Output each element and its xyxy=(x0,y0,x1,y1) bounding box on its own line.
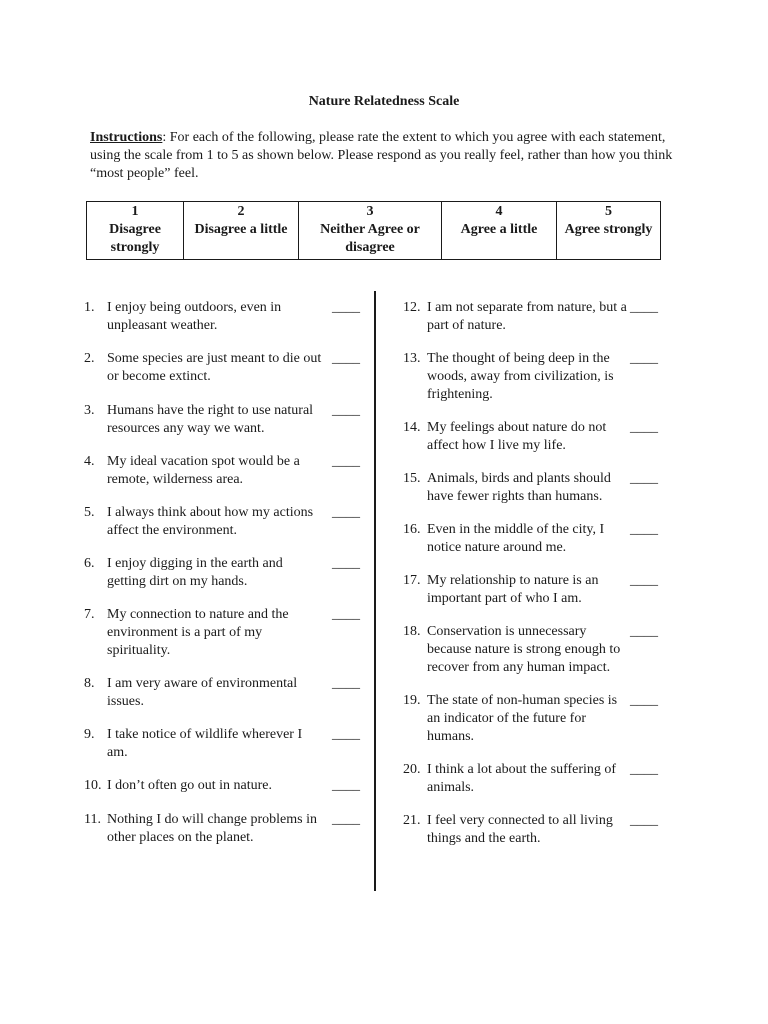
item-number: 2. xyxy=(84,351,95,366)
item-text: I always think about how my actions affect the environment. xyxy=(107,505,314,538)
item-number: 18. xyxy=(403,624,421,639)
list-item xyxy=(403,521,665,557)
item-text: I take notice of wildlife wherever I am. xyxy=(107,727,303,760)
item-text: Animals, birds and plants should have fewer rights than humans. xyxy=(427,471,611,504)
item-text: My feelings about nature do not affect how I live my life. xyxy=(427,420,607,453)
answer-blank[interactable]: ____ xyxy=(332,454,360,469)
answer-blank[interactable]: ____ xyxy=(332,778,360,793)
item-text: I enjoy digging in the earth and getting dirt on my hands. xyxy=(107,556,283,589)
answer-blank[interactable]: ____ xyxy=(630,300,658,315)
list-item xyxy=(403,470,665,506)
item-text: My connection to nature and the environment is a part of my spirituality. xyxy=(107,607,289,658)
item-number: 20. xyxy=(403,762,421,777)
item-text: I think a lot about the suffering of animals. xyxy=(427,762,617,795)
answer-blank[interactable]: ____ xyxy=(332,556,360,571)
answer-blank[interactable]: ____ xyxy=(332,676,360,691)
scale-label: Agree strongly xyxy=(564,222,653,237)
list-item xyxy=(84,350,362,386)
answer-blank[interactable]: ____ xyxy=(630,471,658,486)
list-item xyxy=(403,299,665,335)
list-item xyxy=(403,692,665,746)
list-item xyxy=(403,623,665,677)
item-number: 5. xyxy=(84,505,95,520)
item-number: 3. xyxy=(84,403,95,418)
item-text: I enjoy being outdoors, even in unpleasant weather. xyxy=(107,300,282,333)
scale-label: Neither Agree or disagree xyxy=(320,222,420,255)
list-item xyxy=(84,606,362,660)
answer-blank[interactable]: ____ xyxy=(332,351,360,366)
answer-blank[interactable]: ____ xyxy=(630,762,658,777)
item-text: Humans have the right to use natural resources any way we want. xyxy=(107,403,314,436)
list-item xyxy=(84,555,362,591)
item-number: 6. xyxy=(84,556,95,571)
item-number: 7. xyxy=(84,607,95,622)
list-item xyxy=(403,572,665,608)
scale-cell-3 xyxy=(299,202,442,260)
answer-blank[interactable]: ____ xyxy=(332,505,360,520)
list-item xyxy=(84,726,362,762)
item-number: 21. xyxy=(403,813,421,828)
item-text: The thought of being deep in the woods, away from civilization, is frightening. xyxy=(427,351,614,402)
list-item xyxy=(84,299,362,335)
scale-cell-5 xyxy=(557,202,661,260)
item-text: Some species are just meant to die out or become extinct. xyxy=(107,351,322,384)
page-title: Nature Relatedness Scale xyxy=(308,94,460,109)
list-item xyxy=(403,419,665,455)
scale-label: Disagree strongly xyxy=(109,222,161,255)
item-text: My ideal vacation spot would be a remote, wilderness area. xyxy=(107,454,300,487)
answer-blank[interactable]: ____ xyxy=(332,300,360,315)
item-number: 13. xyxy=(403,351,421,366)
instructions xyxy=(90,129,680,183)
list-item xyxy=(84,777,362,795)
scale-number: 2 xyxy=(237,204,245,219)
item-text: I am very aware of environmental issues. xyxy=(107,676,298,709)
answer-blank[interactable]: ____ xyxy=(630,351,658,366)
answer-blank[interactable]: ____ xyxy=(332,727,360,742)
answer-blank[interactable]: ____ xyxy=(630,522,658,537)
item-number: 1. xyxy=(84,300,95,315)
column-divider xyxy=(374,291,376,891)
item-text: Conservation is unnecessary because nature is strong enough to recover from any human impact. xyxy=(427,624,621,675)
item-number: 10. xyxy=(84,778,102,793)
scale-cell-2 xyxy=(184,202,299,260)
answer-blank[interactable]: ____ xyxy=(630,420,658,435)
answer-blank[interactable]: ____ xyxy=(332,403,360,418)
scale-cell-1 xyxy=(87,202,184,260)
scale-number: 5 xyxy=(605,204,612,219)
list-item xyxy=(403,350,665,404)
scale-label: Agree a little xyxy=(460,222,538,237)
rating-scale-table xyxy=(86,201,661,260)
list-item xyxy=(84,504,362,540)
items-column-right xyxy=(403,299,665,848)
scale-cell-4 xyxy=(442,202,557,260)
item-text: My relationship to nature is an important part of who I am. xyxy=(427,573,599,606)
scale-number: 3 xyxy=(366,204,374,219)
item-number: 15. xyxy=(403,471,421,486)
item-number: 9. xyxy=(84,727,95,742)
item-number: 4. xyxy=(84,454,95,469)
item-number: 19. xyxy=(403,693,421,708)
item-number: 11. xyxy=(84,812,101,827)
list-item xyxy=(84,453,362,489)
list-item xyxy=(403,761,665,797)
answer-blank[interactable]: ____ xyxy=(630,573,658,588)
item-number: 14. xyxy=(403,420,421,435)
answer-blank[interactable]: ____ xyxy=(630,813,658,828)
list-item xyxy=(84,675,362,711)
list-item xyxy=(84,811,362,847)
scale-label: Disagree a little xyxy=(194,222,288,237)
list-item xyxy=(84,402,362,438)
item-number: 8. xyxy=(84,676,95,691)
items-column-left xyxy=(84,299,362,847)
scale-number: 4 xyxy=(495,204,503,219)
answer-blank[interactable]: ____ xyxy=(630,693,658,708)
answer-blank[interactable]: ____ xyxy=(630,624,658,639)
item-text: I don’t often go out in nature. xyxy=(107,778,272,793)
item-text: I am not separate from nature, but a part of nature. xyxy=(427,300,627,333)
item-text: Nothing I do will change problems in other places on the planet. xyxy=(107,812,317,845)
instructions-label: Instructions xyxy=(90,130,163,145)
item-text: Even in the middle of the city, I notice nature around me. xyxy=(427,522,605,555)
answer-blank[interactable]: ____ xyxy=(332,812,360,827)
scale-number: 1 xyxy=(131,204,139,219)
answer-blank[interactable]: ____ xyxy=(332,607,360,622)
list-item xyxy=(403,812,665,848)
item-text: I feel very connected to all living things and the earth. xyxy=(427,813,613,846)
instructions-text: : For each of the following, please rate the extent to which you agree with each statement, using the scale from 1 to 5 as shown below. Please respond as you really feel, rather than how you think “most people” feel. xyxy=(90,130,673,181)
item-text: The state of non-human species is an indicator of the future for humans. xyxy=(427,693,618,744)
item-number: 12. xyxy=(403,300,421,315)
item-number: 17. xyxy=(403,573,421,588)
item-number: 16. xyxy=(403,522,421,537)
